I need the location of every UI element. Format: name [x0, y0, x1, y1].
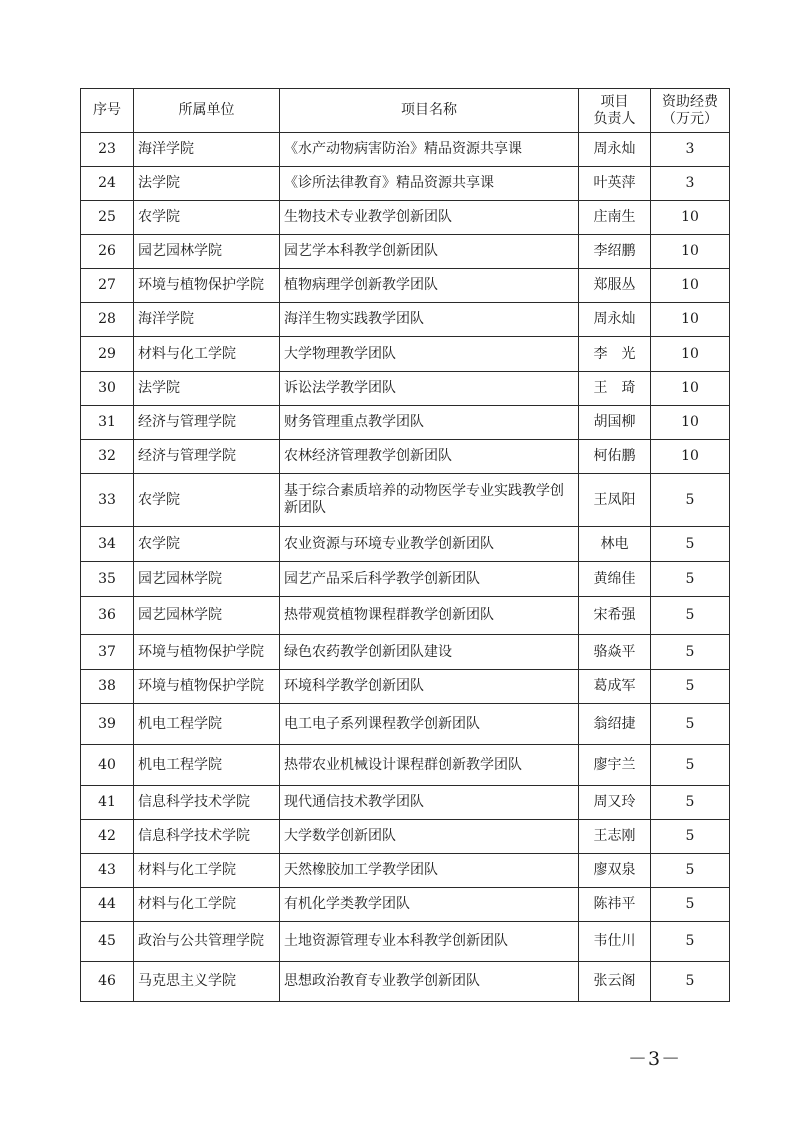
row-project-name: 天然橡胶加工学教学团队 [280, 854, 579, 888]
row-funding: 5 [651, 888, 730, 922]
row-number: 27 [81, 269, 134, 303]
table-row [81, 167, 730, 201]
table-row [81, 303, 730, 337]
table-body [81, 133, 730, 1002]
row-funding: 10 [651, 406, 730, 440]
row-unit: 经济与管理学院 [134, 440, 280, 474]
funding-table-container [80, 88, 729, 1002]
row-project-name: 海洋生物实践教学团队 [280, 303, 579, 337]
row-leader: 王 琦 [579, 372, 651, 406]
row-funding: 3 [651, 167, 730, 201]
header-leader-line1: 项目 [600, 93, 629, 110]
row-unit: 环境与植物保护学院 [134, 635, 280, 670]
table-row [81, 562, 730, 597]
row-project-name: 热带观赏植物课程群教学创新团队 [280, 597, 579, 635]
header-leader-line2: 负责人 [593, 110, 636, 127]
table-row [81, 133, 730, 167]
row-number: 37 [81, 635, 134, 670]
row-unit: 海洋学院 [134, 133, 280, 167]
row-unit: 园艺园林学院 [134, 597, 280, 635]
row-leader: 周又玲 [579, 786, 651, 820]
row-leader: 韦仕川 [579, 922, 651, 962]
header-project-name: 项目名称 [280, 89, 579, 133]
row-project-name: 园艺产品采后科学教学创新团队 [280, 562, 579, 597]
header-unit: 所属单位 [134, 89, 280, 133]
row-unit: 政治与公共管理学院 [134, 922, 280, 962]
table-row [81, 820, 730, 854]
row-leader: 郑服丛 [579, 269, 651, 303]
table-row [81, 635, 730, 670]
row-project-name: 《诊所法律教育》精品资源共享课 [280, 167, 579, 201]
table-row [81, 406, 730, 440]
row-leader: 宋希强 [579, 597, 651, 635]
row-funding: 10 [651, 303, 730, 337]
row-funding: 10 [651, 235, 730, 269]
row-number: 23 [81, 133, 134, 167]
row-project-name: 诉讼法学教学团队 [280, 372, 579, 406]
row-unit: 农学院 [134, 474, 280, 527]
row-unit: 机电工程学院 [134, 704, 280, 745]
row-unit: 材料与化工学院 [134, 854, 280, 888]
row-funding: 5 [651, 962, 730, 1002]
row-funding: 5 [651, 597, 730, 635]
row-number: 29 [81, 337, 134, 372]
row-project-name: 财务管理重点教学团队 [280, 406, 579, 440]
row-leader: 王凤阳 [579, 474, 651, 527]
table-row [81, 269, 730, 303]
table-header-row [81, 89, 730, 133]
row-number: 28 [81, 303, 134, 337]
row-number: 25 [81, 201, 134, 235]
row-funding: 10 [651, 372, 730, 406]
row-project-name: 农林经济管理教学创新团队 [280, 440, 579, 474]
row-project-name: 基于综合素质培养的动物医学专业实践教学创新团队 [280, 474, 579, 527]
row-leader: 叶英萍 [579, 167, 651, 201]
row-number: 24 [81, 167, 134, 201]
row-funding: 5 [651, 786, 730, 820]
row-project-name: 土地资源管理专业本科教学创新团队 [280, 922, 579, 962]
table-row [81, 854, 730, 888]
table-row [81, 922, 730, 962]
row-leader: 李 光 [579, 337, 651, 372]
row-funding: 5 [651, 922, 730, 962]
row-number: 35 [81, 562, 134, 597]
row-unit: 信息科学技术学院 [134, 786, 280, 820]
row-leader: 李绍鹏 [579, 235, 651, 269]
row-project-name: 大学数学创新团队 [280, 820, 579, 854]
row-number: 33 [81, 474, 134, 527]
row-unit: 农学院 [134, 201, 280, 235]
row-project-name: 植物病理学创新教学团队 [280, 269, 579, 303]
table-row [81, 440, 730, 474]
row-unit: 法学院 [134, 372, 280, 406]
row-number: 39 [81, 704, 134, 745]
table-row [81, 201, 730, 235]
table-row [81, 337, 730, 372]
row-project-name: 大学物理教学团队 [280, 337, 579, 372]
header-funding-line2: （万元） [662, 110, 718, 127]
row-leader: 翁绍捷 [579, 704, 651, 745]
row-funding: 5 [651, 635, 730, 670]
row-project-name: 电工电子系列课程教学创新团队 [280, 704, 579, 745]
table-row [81, 474, 730, 527]
table-row [81, 888, 730, 922]
row-number: 31 [81, 406, 134, 440]
table-row [81, 786, 730, 820]
row-leader: 陈祎平 [579, 888, 651, 922]
header-funding [651, 89, 730, 133]
row-project-name: 园艺学本科教学创新团队 [280, 235, 579, 269]
row-funding: 5 [651, 704, 730, 745]
row-unit: 环境与植物保护学院 [134, 670, 280, 704]
row-leader: 葛成军 [579, 670, 651, 704]
row-leader: 柯佑鹏 [579, 440, 651, 474]
row-funding: 5 [651, 474, 730, 527]
row-number: 34 [81, 527, 134, 562]
row-funding: 5 [651, 562, 730, 597]
header-no: 序号 [81, 89, 134, 133]
row-funding: 5 [651, 745, 730, 786]
row-number: 41 [81, 786, 134, 820]
row-funding: 3 [651, 133, 730, 167]
row-funding: 5 [651, 854, 730, 888]
row-funding: 10 [651, 440, 730, 474]
row-unit: 法学院 [134, 167, 280, 201]
row-leader: 林电 [579, 527, 651, 562]
row-number: 45 [81, 922, 134, 962]
table-row [81, 372, 730, 406]
row-unit: 马克思主义学院 [134, 962, 280, 1002]
row-funding: 5 [651, 670, 730, 704]
row-number: 42 [81, 820, 134, 854]
table-row [81, 704, 730, 745]
row-unit: 园艺园林学院 [134, 235, 280, 269]
table-row [81, 597, 730, 635]
row-funding: 10 [651, 201, 730, 235]
row-funding: 5 [651, 820, 730, 854]
row-unit: 机电工程学院 [134, 745, 280, 786]
page-number: －3－ [628, 1048, 682, 1070]
row-number: 43 [81, 854, 134, 888]
row-leader: 骆焱平 [579, 635, 651, 670]
header-leader [579, 89, 651, 133]
table-row [81, 527, 730, 562]
row-unit: 材料与化工学院 [134, 337, 280, 372]
row-number: 32 [81, 440, 134, 474]
row-number: 46 [81, 962, 134, 1002]
row-funding: 10 [651, 337, 730, 372]
table-row [81, 745, 730, 786]
row-leader: 王志刚 [579, 820, 651, 854]
row-funding: 5 [651, 527, 730, 562]
funding-table [80, 88, 730, 1002]
header-funding-line1: 资助经费 [662, 93, 718, 110]
row-number: 30 [81, 372, 134, 406]
row-project-name: 绿色农药教学创新团队建设 [280, 635, 579, 670]
row-project-name: 现代通信技术教学团队 [280, 786, 579, 820]
row-leader: 黄绵佳 [579, 562, 651, 597]
row-number: 40 [81, 745, 134, 786]
row-unit: 园艺园林学院 [134, 562, 280, 597]
row-number: 26 [81, 235, 134, 269]
row-project-name: 环境科学教学创新团队 [280, 670, 579, 704]
row-leader: 庄南生 [579, 201, 651, 235]
row-number: 36 [81, 597, 134, 635]
row-number: 44 [81, 888, 134, 922]
row-funding: 10 [651, 269, 730, 303]
row-unit: 材料与化工学院 [134, 888, 280, 922]
row-leader: 张云阁 [579, 962, 651, 1002]
row-project-name: 生物技术专业教学创新团队 [280, 201, 579, 235]
row-unit: 经济与管理学院 [134, 406, 280, 440]
row-unit: 海洋学院 [134, 303, 280, 337]
row-project-name: 《水产动物病害防治》精品资源共享课 [280, 133, 579, 167]
row-project-name: 有机化学类教学团队 [280, 888, 579, 922]
table-row [81, 235, 730, 269]
row-unit: 信息科学技术学院 [134, 820, 280, 854]
row-leader: 胡国柳 [579, 406, 651, 440]
row-leader: 周永灿 [579, 303, 651, 337]
row-project-name: 农业资源与环境专业教学创新团队 [280, 527, 579, 562]
row-unit: 农学院 [134, 527, 280, 562]
row-project-name: 热带农业机械设计课程群创新教学团队 [280, 745, 579, 786]
row-leader: 周永灿 [579, 133, 651, 167]
table-row [81, 670, 730, 704]
row-leader: 廖双泉 [579, 854, 651, 888]
row-project-name: 思想政治教育专业教学创新团队 [280, 962, 579, 1002]
row-number: 38 [81, 670, 134, 704]
row-leader: 廖宇兰 [579, 745, 651, 786]
row-unit: 环境与植物保护学院 [134, 269, 280, 303]
table-row [81, 962, 730, 1002]
